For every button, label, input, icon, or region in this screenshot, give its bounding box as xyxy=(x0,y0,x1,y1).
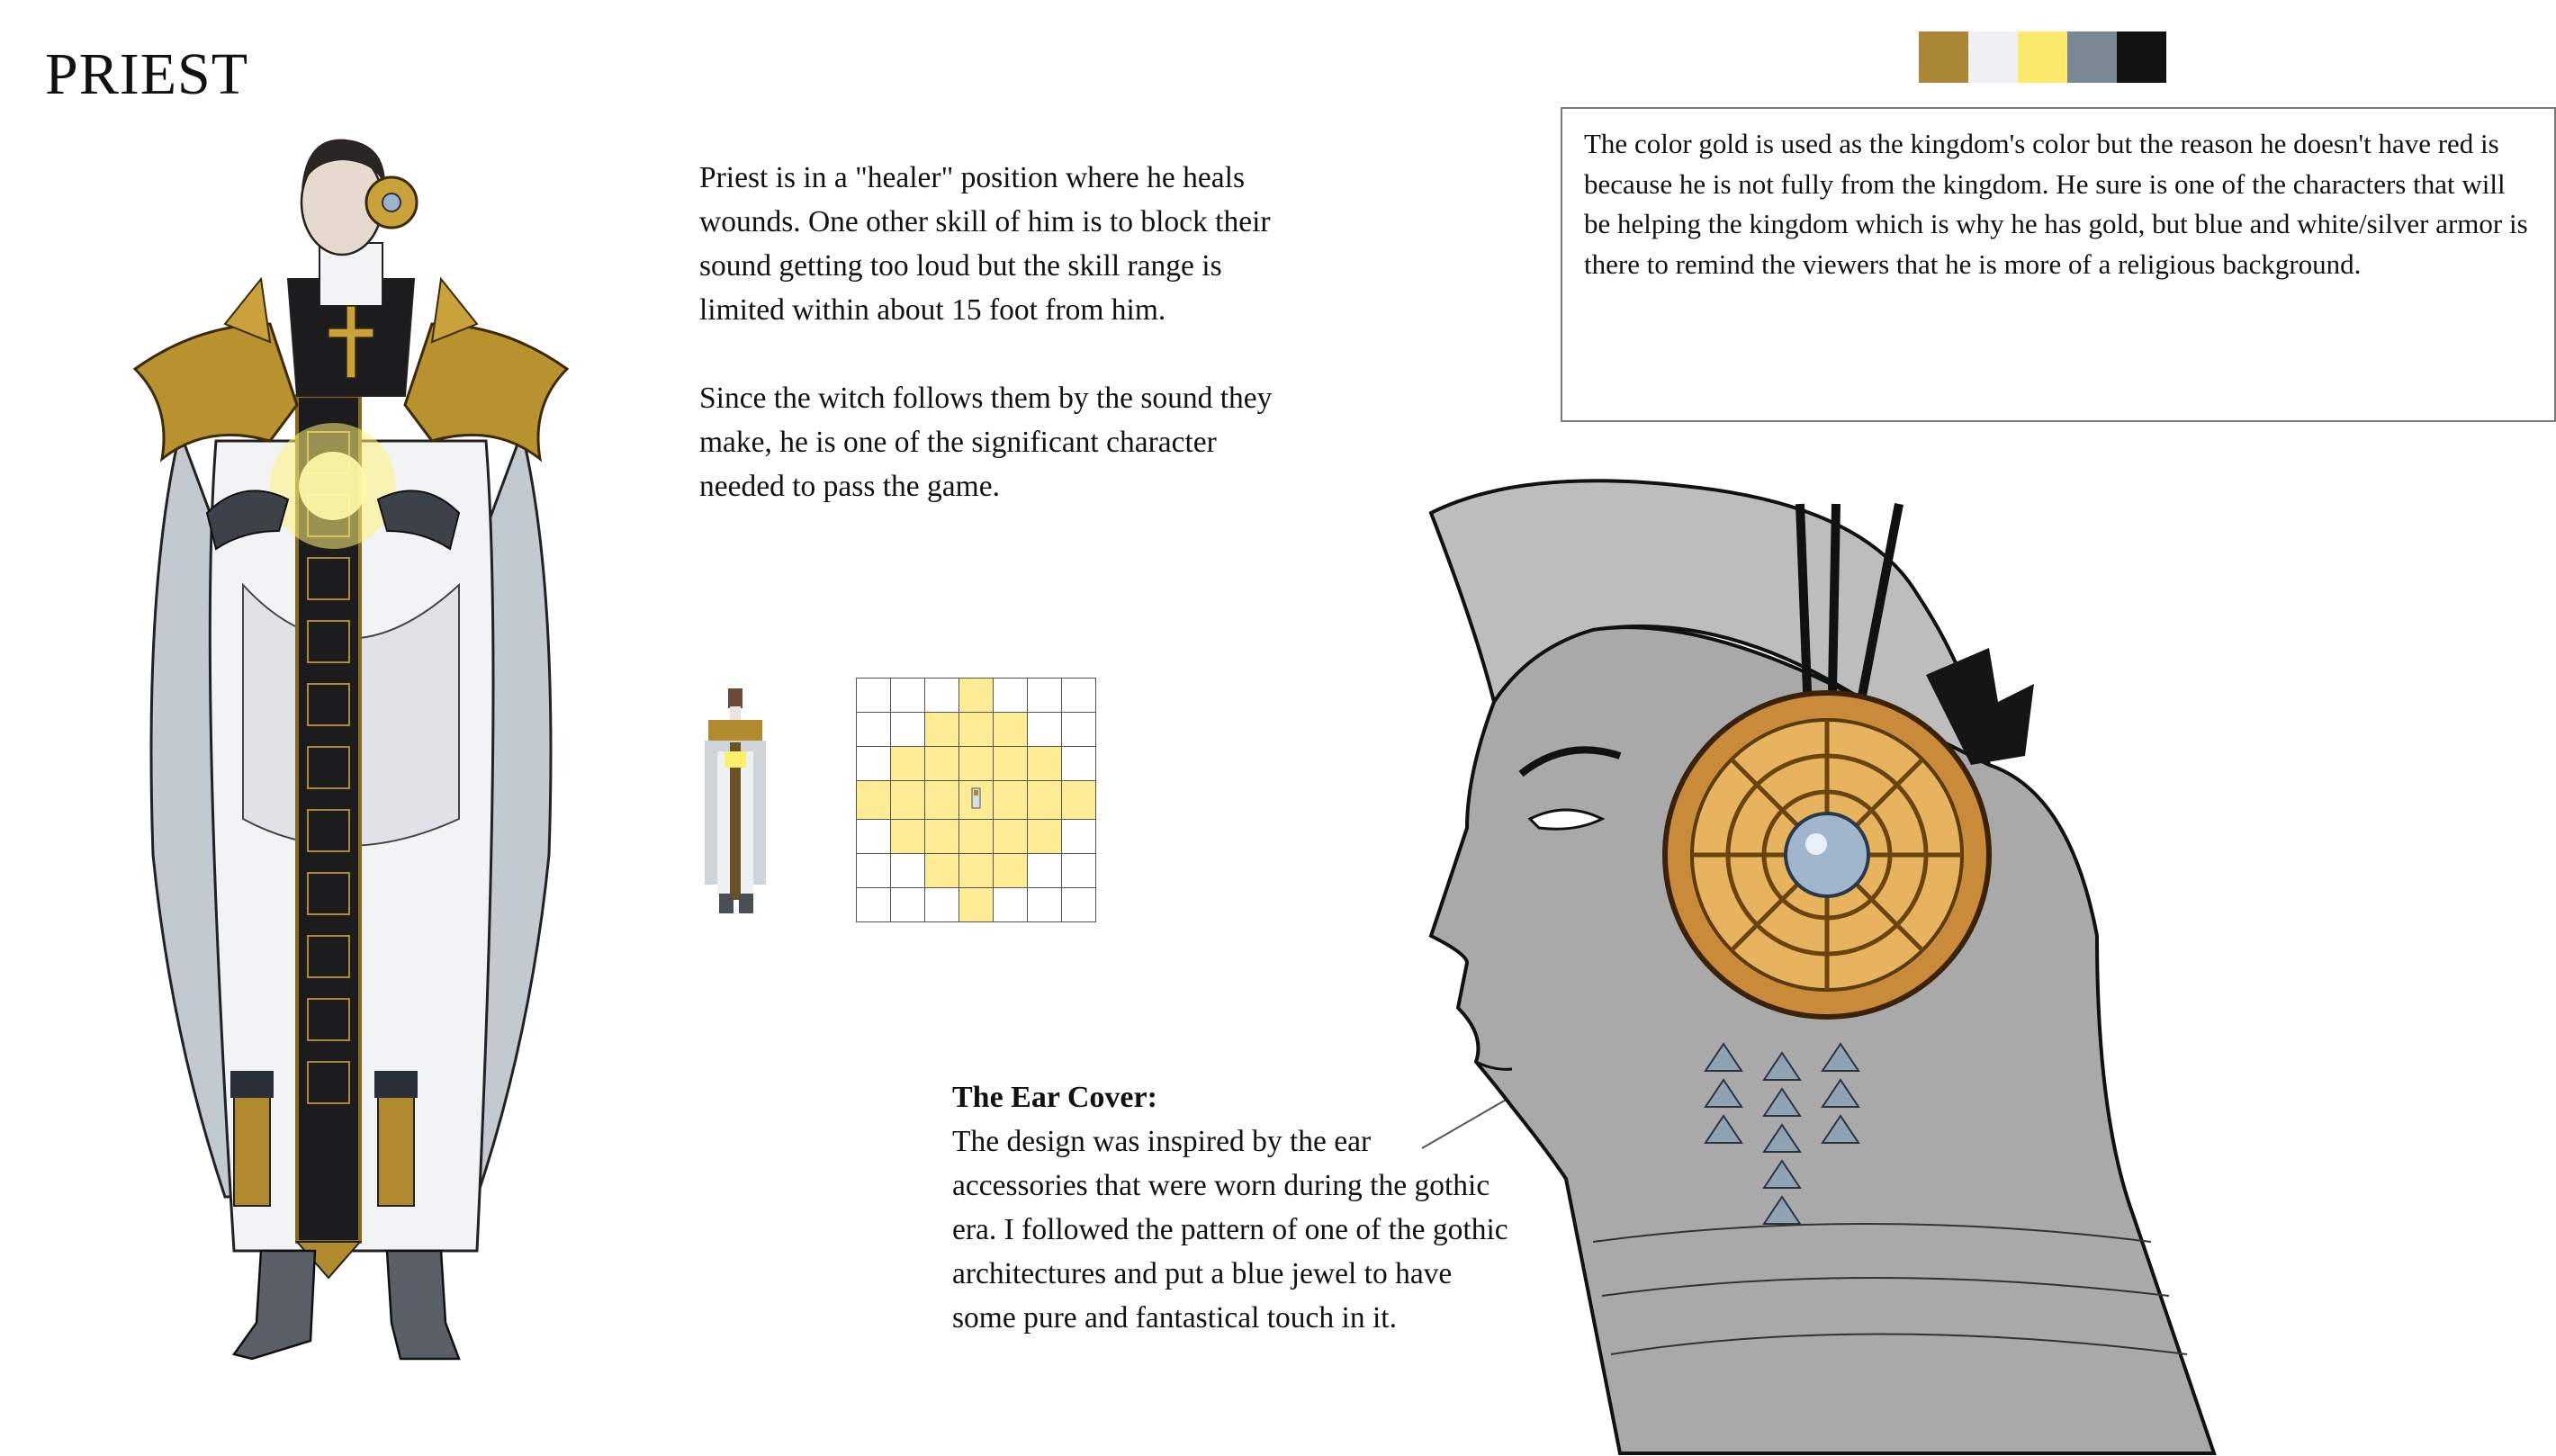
grid-cell xyxy=(891,820,925,854)
grid-cell xyxy=(857,713,891,747)
page-title: PRIEST xyxy=(45,41,249,107)
palette-swatch-yellow xyxy=(2018,31,2067,83)
grid-cell xyxy=(994,713,1028,747)
grid-cell xyxy=(1028,854,1062,888)
grid-cell xyxy=(959,820,994,854)
grid-cell xyxy=(994,888,1028,922)
grid-cell xyxy=(994,781,1028,820)
grid-cell xyxy=(857,854,891,888)
palette-swatch-slate xyxy=(2067,31,2117,83)
grid-cell xyxy=(891,713,925,747)
character-description xyxy=(699,156,1275,553)
grid-cell xyxy=(925,781,959,820)
grid-cell xyxy=(1062,747,1096,781)
grid-cell xyxy=(1028,713,1062,747)
grid-cell xyxy=(1062,888,1096,922)
grid-row xyxy=(857,854,1096,888)
grid-row xyxy=(857,747,1096,781)
grid-cell xyxy=(925,854,959,888)
grid-cell xyxy=(1062,820,1096,854)
grid-cell xyxy=(925,820,959,854)
grid-cell xyxy=(959,679,994,713)
grid-cell xyxy=(994,747,1028,781)
grid-cell xyxy=(925,713,959,747)
skill-range-grid xyxy=(856,678,1096,922)
grid-cell xyxy=(857,820,891,854)
palette-swatch-black xyxy=(2117,31,2166,83)
grid-cell xyxy=(1028,747,1062,781)
grid-cell xyxy=(857,781,891,820)
grid-cell xyxy=(1062,713,1096,747)
grid-cell xyxy=(1028,888,1062,922)
ear-cover-heading: The Ear Cover: xyxy=(952,1081,1157,1114)
priest-full-body-illustration xyxy=(117,135,585,1413)
ear-cover-text: The design was inspired by the ear accessories that were worn during the gothic era. I followed the pattern of one of the gothic architectures and put a blue jewel to have some pure and fantastical touch in it. xyxy=(952,1125,1508,1335)
grid-cell xyxy=(891,781,925,820)
grid-row xyxy=(857,713,1096,747)
grid-cell xyxy=(959,747,994,781)
grid-cell xyxy=(994,820,1028,854)
grid-cell xyxy=(891,679,925,713)
grid-cell xyxy=(925,747,959,781)
grid-cell xyxy=(1028,679,1062,713)
color-note-box xyxy=(1561,107,2556,422)
grid-cell xyxy=(925,888,959,922)
color-palette xyxy=(1919,31,2166,83)
grid-row xyxy=(857,820,1096,854)
priest-sprite xyxy=(698,688,774,927)
grid-row xyxy=(857,888,1096,922)
grid-cell xyxy=(925,679,959,713)
grid-cell xyxy=(959,713,994,747)
grid-row xyxy=(857,679,1096,713)
grid-cell xyxy=(994,854,1028,888)
description-paragraph-1: Priest is in a "healer" position where he heals wounds. One other skill of him is to block their sound getting too loud but the skill range is limited within about 15 foot from him. xyxy=(699,161,1271,327)
grid-cell-center xyxy=(959,781,994,820)
palette-swatch-gold xyxy=(1919,31,1968,83)
grid-cell xyxy=(1062,781,1096,820)
priest-head-profile-illustration xyxy=(1413,468,2223,1453)
grid-cell xyxy=(1028,820,1062,854)
grid-cell xyxy=(891,888,925,922)
grid-cell xyxy=(959,888,994,922)
grid-cell xyxy=(857,888,891,922)
grid-row xyxy=(857,781,1096,820)
color-note-text: The color gold is used as the kingdom's color but the reason he doesn't have red is because he is not fully from the kingdom. He sure is one of the characters that will be helping the kingdom which is why he has gold, but blue and white/silver armor is there to remind the viewers that he is more of a religious background. xyxy=(1584,128,2528,280)
grid-cell xyxy=(994,679,1028,713)
grid-cell xyxy=(1062,679,1096,713)
grid-cell xyxy=(857,679,891,713)
description-paragraph-2: Since the witch follows them by the sound they make, he is one of the significant character needed to pass the game. xyxy=(699,382,1273,503)
grid-cell xyxy=(959,854,994,888)
grid-cell xyxy=(891,747,925,781)
palette-swatch-white xyxy=(1968,31,2018,83)
grid-cell xyxy=(891,854,925,888)
grid-cell xyxy=(857,747,891,781)
grid-cell xyxy=(1028,781,1062,820)
grid-cell xyxy=(1062,854,1096,888)
